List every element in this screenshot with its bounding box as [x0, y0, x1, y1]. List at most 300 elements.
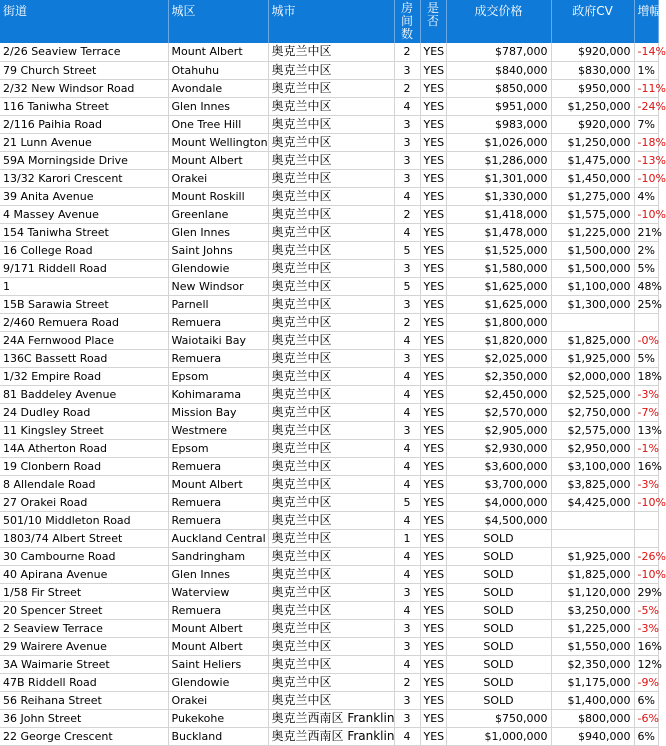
cell-street: 1 [0, 277, 168, 295]
cell-sale-price: $1,525,000 [446, 241, 551, 259]
table-row[interactable] [0, 97, 658, 115]
cell-change [634, 529, 658, 547]
cell-rooms: 3 [394, 151, 420, 169]
cell-gov-cv: $950,000 [551, 79, 634, 97]
cell-suburb: Remuera [168, 493, 268, 511]
column-header-rooms[interactable]: 房间数 [394, 0, 420, 43]
cell-suburb: Mount Albert [168, 475, 268, 493]
cell-change: -9% [634, 673, 658, 691]
cell-city: 奥克兰中区 [268, 61, 394, 79]
cell-rooms: 3 [394, 619, 420, 637]
cell-city: 奥克兰中区 [268, 457, 394, 475]
cell-rooms: 5 [394, 493, 420, 511]
cell-suburb: Remuera [168, 511, 268, 529]
table-row[interactable] [0, 277, 658, 295]
cell-yes-no: YES [420, 349, 446, 367]
cell-suburb: Parnell [168, 295, 268, 313]
cell-rooms: 3 [394, 61, 420, 79]
cell-yes-no: YES [420, 493, 446, 511]
cell-city: 奥克兰中区 [268, 439, 394, 457]
cell-rooms: 3 [394, 691, 420, 709]
cell-change: -13% [634, 151, 658, 169]
cell-sale-price: $1,330,000 [446, 187, 551, 205]
cell-gov-cv: $1,400,000 [551, 691, 634, 709]
cell-gov-cv: $1,450,000 [551, 169, 634, 187]
cell-street: 36 John Street [0, 709, 168, 727]
cell-suburb: One Tree Hill [168, 115, 268, 133]
cell-sale-price: $983,000 [446, 115, 551, 133]
cell-suburb: Remuera [168, 457, 268, 475]
cell-city: 奥克兰西南区 Franklin [268, 727, 394, 745]
table-row[interactable] [0, 241, 658, 259]
cell-suburb: Mission Bay [168, 403, 268, 421]
cell-rooms: 1 [394, 529, 420, 547]
cell-city: 奥克兰中区 [268, 511, 394, 529]
cell-gov-cv: $920,000 [551, 115, 634, 133]
table-row[interactable] [0, 475, 658, 493]
table-row[interactable] [0, 547, 658, 565]
cell-gov-cv: $1,575,000 [551, 205, 634, 223]
cell-change: 4% [634, 187, 658, 205]
cell-suburb: Epsom [168, 367, 268, 385]
column-header-city[interactable]: 城市 [268, 0, 394, 43]
cell-rooms: 4 [394, 547, 420, 565]
table-row[interactable] [0, 565, 658, 583]
cell-street: 2/460 Remuera Road [0, 313, 168, 331]
table-row[interactable] [0, 367, 658, 385]
cell-suburb: Remuera [168, 349, 268, 367]
cell-suburb: Glendowie [168, 259, 268, 277]
table-row[interactable] [0, 421, 658, 439]
cell-rooms: 3 [394, 583, 420, 601]
cell-city: 奥克兰中区 [268, 313, 394, 331]
cell-suburb: Mount Albert [168, 637, 268, 655]
cell-yes-no: YES [420, 295, 446, 313]
cell-rooms: 4 [394, 331, 420, 349]
cell-yes-no: YES [420, 511, 446, 529]
cell-sale-price: $4,000,000 [446, 493, 551, 511]
cell-gov-cv: $800,000 [551, 709, 634, 727]
cell-street: 15B Sarawia Street [0, 295, 168, 313]
table-row[interactable] [0, 439, 658, 457]
cell-change: 5% [634, 259, 658, 277]
cell-gov-cv: $2,525,000 [551, 385, 634, 403]
cell-gov-cv: $2,350,000 [551, 655, 634, 673]
cell-gov-cv: $1,275,000 [551, 187, 634, 205]
cell-suburb: Kohimarama [168, 385, 268, 403]
cell-suburb: Mount Wellington [168, 133, 268, 151]
cell-change: -1% [634, 439, 658, 457]
cell-change: -10% [634, 169, 658, 187]
cell-sale-price: $1,580,000 [446, 259, 551, 277]
table-body [0, 43, 666, 745]
column-header-suburb[interactable]: 城区 [168, 0, 268, 43]
cell-yes-no: YES [420, 457, 446, 475]
table-row[interactable] [0, 151, 658, 169]
cell-yes-no: YES [420, 727, 446, 745]
cell-change: -10% [634, 493, 658, 511]
cell-street: 20 Spencer Street [0, 601, 168, 619]
cell-gov-cv: $2,950,000 [551, 439, 634, 457]
cell-yes-no: YES [420, 403, 446, 421]
cell-sale-price: SOLD [446, 565, 551, 583]
cell-sale-price: $750,000 [446, 709, 551, 727]
cell-yes-no: YES [420, 691, 446, 709]
cell-street: 2/116 Paihia Road [0, 115, 168, 133]
cell-street: 1/32 Empire Road [0, 367, 168, 385]
cell-change: -26% [634, 547, 658, 565]
cell-rooms: 4 [394, 187, 420, 205]
cell-yes-no: YES [420, 583, 446, 601]
cell-rooms: 2 [394, 205, 420, 223]
cell-city: 奥克兰中区 [268, 583, 394, 601]
table-row[interactable] [0, 637, 658, 655]
cell-rooms: 4 [394, 97, 420, 115]
cell-suburb: Orakei [168, 169, 268, 187]
cell-yes-no: YES [420, 313, 446, 331]
cell-sale-price: $1,000,000 [446, 727, 551, 745]
table-row[interactable] [0, 385, 658, 403]
table-row[interactable] [0, 727, 658, 745]
cell-change: 29% [634, 583, 658, 601]
cell-street: 2/26 Seaview Terrace [0, 43, 168, 61]
cell-sale-price: $951,000 [446, 97, 551, 115]
cell-city: 奥克兰中区 [268, 565, 394, 583]
cell-suburb: Avondale [168, 79, 268, 97]
cell-yes-no: YES [420, 97, 446, 115]
cell-sale-price: SOLD [446, 619, 551, 637]
table-row[interactable] [0, 169, 658, 187]
cell-yes-no: YES [420, 673, 446, 691]
cell-gov-cv: $1,825,000 [551, 331, 634, 349]
cell-suburb: Glendowie [168, 673, 268, 691]
cell-change: -18% [634, 133, 658, 151]
cell-street: 116 Taniwha Street [0, 97, 168, 115]
table-row[interactable] [0, 313, 658, 331]
cell-gov-cv: $2,750,000 [551, 403, 634, 421]
cell-gov-cv: $3,250,000 [551, 601, 634, 619]
cell-city: 奥克兰中区 [268, 169, 394, 187]
cell-yes-no: YES [420, 367, 446, 385]
cell-sale-price: $2,570,000 [446, 403, 551, 421]
cell-gov-cv: $1,925,000 [551, 547, 634, 565]
table-row[interactable] [0, 493, 658, 511]
table-row[interactable] [0, 187, 658, 205]
table-row[interactable] [0, 403, 658, 421]
cell-yes-no: YES [420, 151, 446, 169]
cell-sale-price: $2,905,000 [446, 421, 551, 439]
cell-street: 1803/74 Albert Street [0, 529, 168, 547]
cell-yes-no: YES [420, 529, 446, 547]
cell-gov-cv: $2,575,000 [551, 421, 634, 439]
cell-city: 奥克兰中区 [268, 151, 394, 169]
cell-change: -5% [634, 601, 658, 619]
cell-yes-no: YES [420, 421, 446, 439]
cell-sale-price: $2,450,000 [446, 385, 551, 403]
cell-gov-cv: $1,925,000 [551, 349, 634, 367]
table-row[interactable] [0, 691, 658, 709]
table-row[interactable] [0, 673, 658, 691]
table-row[interactable] [0, 259, 658, 277]
table-row[interactable] [0, 457, 658, 475]
cell-change: -24% [634, 97, 658, 115]
cell-street: 40 Apirana Avenue [0, 565, 168, 583]
cell-city: 奥克兰中区 [268, 241, 394, 259]
table-row[interactable] [0, 115, 658, 133]
cell-street: 2/32 New Windsor Road [0, 79, 168, 97]
cell-street: 47B Riddell Road [0, 673, 168, 691]
cell-suburb: Mount Albert [168, 619, 268, 637]
cell-gov-cv: $1,250,000 [551, 97, 634, 115]
cell-gov-cv: $1,825,000 [551, 565, 634, 583]
cell-change: 16% [634, 457, 658, 475]
cell-sale-price: $787,000 [446, 43, 551, 61]
cell-street: 2 Seaview Terrace [0, 619, 168, 637]
cell-sale-price: $1,026,000 [446, 133, 551, 151]
cell-street: 3A Waimarie Street [0, 655, 168, 673]
cell-street: 22 George Crescent [0, 727, 168, 745]
cell-gov-cv: $830,000 [551, 61, 634, 79]
cell-rooms: 4 [394, 511, 420, 529]
header-row [0, 0, 658, 43]
cell-city: 奥克兰中区 [268, 601, 394, 619]
cell-change: -10% [634, 205, 658, 223]
cell-rooms: 4 [394, 223, 420, 241]
cell-street: 154 Taniwha Street [0, 223, 168, 241]
cell-suburb: Glen Innes [168, 223, 268, 241]
table-row[interactable] [0, 79, 658, 97]
cell-city: 奥克兰中区 [268, 277, 394, 295]
cell-suburb: Waiotaiki Bay [168, 331, 268, 349]
cell-yes-no: YES [420, 709, 446, 727]
cell-yes-no: YES [420, 331, 446, 349]
table-row[interactable] [0, 511, 658, 529]
column-header-sale-price[interactable]: 成交价格 [446, 0, 551, 43]
cell-gov-cv: $1,225,000 [551, 619, 634, 637]
cell-rooms: 3 [394, 133, 420, 151]
cell-sale-price: $2,025,000 [446, 349, 551, 367]
cell-rooms: 4 [394, 565, 420, 583]
cell-change: 6% [634, 691, 658, 709]
cell-sale-price: SOLD [446, 547, 551, 565]
cell-yes-no: YES [420, 547, 446, 565]
cell-change: -0% [634, 331, 658, 349]
cell-yes-no: YES [420, 655, 446, 673]
table-row[interactable] [0, 601, 658, 619]
cell-rooms: 4 [394, 439, 420, 457]
cell-sale-price: $1,625,000 [446, 295, 551, 313]
cell-suburb: Greenlane [168, 205, 268, 223]
cell-city: 奥克兰中区 [268, 547, 394, 565]
cell-city: 奥克兰中区 [268, 475, 394, 493]
cell-change: 16% [634, 637, 658, 655]
cell-change: -14% [634, 43, 658, 61]
cell-rooms: 2 [394, 673, 420, 691]
cell-city: 奥克兰西南区 Franklin [268, 709, 394, 727]
cell-sale-price: $2,350,000 [446, 367, 551, 385]
cell-sale-price: SOLD [446, 583, 551, 601]
cell-gov-cv: $920,000 [551, 43, 634, 61]
cell-rooms: 2 [394, 79, 420, 97]
column-header-gov-cv[interactable]: 政府CV [551, 0, 634, 43]
column-header-street[interactable]: 街道 [0, 0, 168, 43]
cell-gov-cv: $1,300,000 [551, 295, 634, 313]
cell-yes-no: YES [420, 61, 446, 79]
cell-sale-price: SOLD [446, 673, 551, 691]
cell-city: 奥克兰中区 [268, 115, 394, 133]
cell-change: -3% [634, 619, 658, 637]
cell-rooms: 3 [394, 637, 420, 655]
cell-yes-no: YES [420, 223, 446, 241]
cell-rooms: 4 [394, 457, 420, 475]
cell-change: 48% [634, 277, 658, 295]
cell-rooms: 2 [394, 313, 420, 331]
cell-yes-no: YES [420, 79, 446, 97]
cell-street: 501/10 Middleton Road [0, 511, 168, 529]
cell-sale-price: $1,820,000 [446, 331, 551, 349]
cell-suburb: Pukekohe [168, 709, 268, 727]
cell-sale-price: $850,000 [446, 79, 551, 97]
cell-street: 79 Church Street [0, 61, 168, 79]
cell-sale-price: SOLD [446, 655, 551, 673]
cell-rooms: 4 [394, 385, 420, 403]
table-row[interactable] [0, 295, 658, 313]
column-header-change[interactable]: 增幅 [634, 0, 658, 43]
cell-sale-price: $1,301,000 [446, 169, 551, 187]
cell-yes-no: YES [420, 385, 446, 403]
cell-change: -7% [634, 403, 658, 421]
cell-gov-cv: $1,250,000 [551, 133, 634, 151]
cell-city: 奥克兰中区 [268, 349, 394, 367]
cell-rooms: 4 [394, 601, 420, 619]
cell-rooms: 2 [394, 43, 420, 61]
cell-yes-no: YES [420, 601, 446, 619]
cell-street: 13/32 Karori Crescent [0, 169, 168, 187]
cell-sale-price: SOLD [446, 691, 551, 709]
table-row[interactable] [0, 61, 658, 79]
cell-yes-no: YES [420, 637, 446, 655]
cell-gov-cv: $940,000 [551, 727, 634, 745]
cell-street: 1/58 Fir Street [0, 583, 168, 601]
cell-change: -6% [634, 709, 658, 727]
cell-sale-price: $3,700,000 [446, 475, 551, 493]
cell-suburb: Saint Heliers [168, 655, 268, 673]
cell-gov-cv: $1,225,000 [551, 223, 634, 241]
cell-street: 136C Bassett Road [0, 349, 168, 367]
cell-change: 1% [634, 61, 658, 79]
table-row[interactable] [0, 529, 658, 547]
cell-suburb: Buckland [168, 727, 268, 745]
cell-gov-cv [551, 529, 634, 547]
table-row[interactable] [0, 655, 658, 673]
cell-city: 奥克兰中区 [268, 529, 394, 547]
cell-suburb: Remuera [168, 601, 268, 619]
cell-city: 奥克兰中区 [268, 403, 394, 421]
cell-sale-price: SOLD [446, 601, 551, 619]
cell-city: 奥克兰中区 [268, 187, 394, 205]
cell-suburb: Epsom [168, 439, 268, 457]
cell-city: 奥克兰中区 [268, 205, 394, 223]
cell-gov-cv: $3,825,000 [551, 475, 634, 493]
cell-city: 奥克兰中区 [268, 655, 394, 673]
cell-gov-cv [551, 313, 634, 331]
table-row[interactable] [0, 43, 658, 61]
table-row[interactable] [0, 583, 658, 601]
table-row[interactable] [0, 205, 658, 223]
cell-street: 16 College Road [0, 241, 168, 259]
cell-rooms: 3 [394, 295, 420, 313]
cell-yes-no: YES [420, 565, 446, 583]
cell-rooms: 4 [394, 655, 420, 673]
cell-gov-cv: $2,000,000 [551, 367, 634, 385]
cell-yes-no: YES [420, 475, 446, 493]
cell-yes-no: YES [420, 133, 446, 151]
cell-gov-cv: $3,100,000 [551, 457, 634, 475]
cell-gov-cv: $1,475,000 [551, 151, 634, 169]
cell-yes-no: YES [420, 277, 446, 295]
cell-sale-price: $1,800,000 [446, 313, 551, 331]
cell-rooms: 3 [394, 259, 420, 277]
table-row[interactable] [0, 619, 658, 637]
cell-rooms: 3 [394, 421, 420, 439]
cell-city: 奥克兰中区 [268, 133, 394, 151]
cell-rooms: 5 [394, 241, 420, 259]
table-row[interactable] [0, 709, 658, 727]
cell-city: 奥克兰中区 [268, 367, 394, 385]
cell-change: 5% [634, 349, 658, 367]
cell-city: 奥克兰中区 [268, 385, 394, 403]
cell-city: 奥克兰中区 [268, 223, 394, 241]
cell-rooms: 4 [394, 475, 420, 493]
table-row[interactable] [0, 223, 658, 241]
cell-street: 56 Reihana Street [0, 691, 168, 709]
cell-sale-price: $1,286,000 [446, 151, 551, 169]
cell-change [634, 511, 658, 529]
cell-city: 奥克兰中区 [268, 79, 394, 97]
cell-suburb: Auckland Central [168, 529, 268, 547]
cell-change: 2% [634, 241, 658, 259]
cell-sale-price: $840,000 [446, 61, 551, 79]
cell-change: 12% [634, 655, 658, 673]
cell-yes-no: YES [420, 205, 446, 223]
cell-gov-cv: $1,120,000 [551, 583, 634, 601]
cell-change: 25% [634, 295, 658, 313]
table-row[interactable] [0, 349, 658, 367]
cell-yes-no: YES [420, 241, 446, 259]
cell-suburb: Waterview [168, 583, 268, 601]
cell-gov-cv: $1,500,000 [551, 259, 634, 277]
table-row[interactable] [0, 331, 658, 349]
cell-sale-price: $3,600,000 [446, 457, 551, 475]
cell-suburb: Mount Roskill [168, 187, 268, 205]
cell-suburb: Remuera [168, 313, 268, 331]
cell-suburb: Glen Innes [168, 565, 268, 583]
cell-city: 奥克兰中区 [268, 43, 394, 61]
cell-suburb: Westmere [168, 421, 268, 439]
cell-change: -11% [634, 79, 658, 97]
table-row[interactable] [0, 133, 658, 151]
cell-rooms: 3 [394, 709, 420, 727]
cell-street: 30 Cambourne Road [0, 547, 168, 565]
cell-sale-price: SOLD [446, 529, 551, 547]
cell-suburb: Glen Innes [168, 97, 268, 115]
cell-city: 奥克兰中区 [268, 259, 394, 277]
cell-street: 9/171 Riddell Road [0, 259, 168, 277]
cell-suburb: Sandringham [168, 547, 268, 565]
column-header-yes-no[interactable]: 是否 [420, 0, 446, 43]
cell-street: 59A Morningside Drive [0, 151, 168, 169]
cell-city: 奥克兰中区 [268, 97, 394, 115]
